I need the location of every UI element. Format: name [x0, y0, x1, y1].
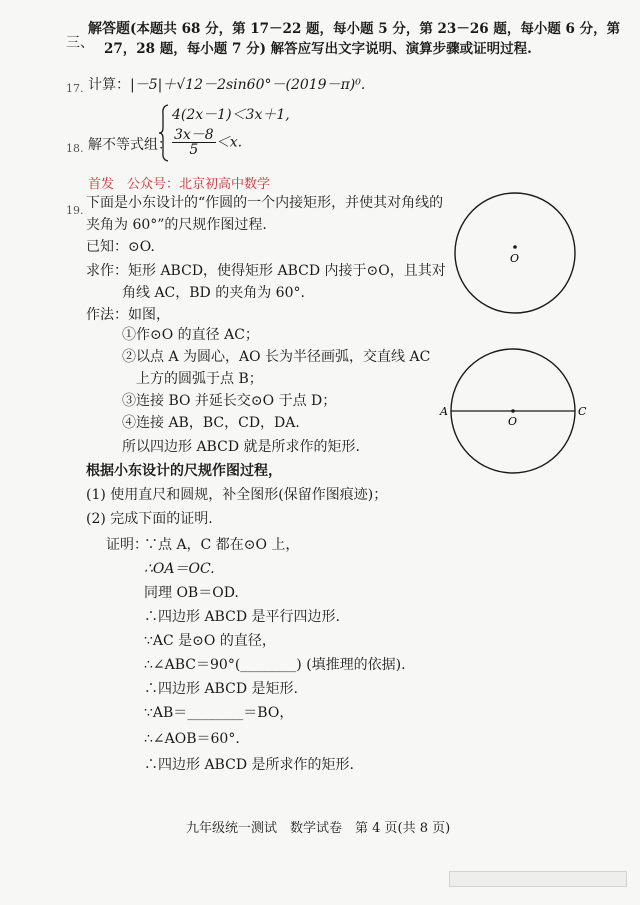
left-brace-icon	[158, 104, 170, 162]
q19-task: 根据小东设计的尺规作图过程，	[86, 463, 282, 479]
proof-line-6: ∴∠ABC＝90°(________) (填推理的依据).	[144, 657, 406, 673]
proof-line-8: ∵AB＝________＝BO，	[144, 705, 294, 721]
q17-expression: |－5|＋√12－2sin60°－(2019－π)⁰.	[130, 77, 366, 93]
q18-fraction-numerator: 3x－8	[174, 127, 214, 143]
q19-find1: 求作：矩形 ABCD，使得矩形 ABCD 内接于⊙O，且其对	[86, 263, 446, 279]
section-line2: 27，28 题，每小题 7 分) 解答应写出文字说明、演算步骤或证明过程.	[104, 41, 532, 57]
scan-artifact-bar	[449, 871, 627, 887]
proof-line-5: ∵AC 是⊙O 的直径，	[144, 633, 276, 649]
q19-part1: (1) 使用直尺和圆规，补全图形(保留作图痕迹)；	[86, 487, 388, 503]
q18-ineq2-tail: ＜x.	[215, 134, 243, 151]
proof-line-4: ∴四边形 ABCD 是平行四边形.	[144, 609, 340, 625]
point-c-label: C	[578, 405, 587, 418]
point-a-label: A	[440, 405, 448, 418]
q18-fraction	[172, 128, 216, 157]
q19-given: 已知：⊙O.	[86, 239, 155, 255]
q19-step4: ④连接 AB，BC，CD，DA.	[122, 415, 300, 431]
proof-line-2: ∴OA＝OC.	[144, 561, 215, 577]
section-number: 三、	[66, 35, 94, 51]
section-title-bold: 解答题	[88, 21, 130, 37]
proof-line-7: ∴四边形 ABCD 是矩形.	[144, 681, 298, 697]
q19-method: 作法：如图，	[86, 307, 170, 323]
watermark-text: 首发 公众号：北京初高中数学	[88, 177, 271, 192]
figure-circle-2	[438, 346, 588, 474]
q18-number: 18.	[66, 142, 84, 155]
figure-circle-1	[448, 190, 584, 318]
q17-number: 17.	[66, 82, 84, 95]
proof-label: 证明：	[106, 537, 148, 553]
q19-number: 19.	[66, 204, 84, 217]
proof-line-1: ∵点 A，C 都在⊙O 上，	[144, 537, 300, 553]
center-point-1	[513, 245, 517, 249]
q19-step2a: ②以点 A 为圆心，AO 长为半径画弧，交直线 AC	[122, 349, 431, 365]
q19-intro1: 下面是小东设计的“作圆的一个内接矩形，并使其对角线的	[86, 195, 444, 211]
q19-find2: 角线 AC，BD 的夹角为 60°.	[122, 285, 305, 301]
center-point-2	[511, 409, 515, 413]
section-title	[88, 20, 620, 38]
center-label-1: O	[510, 252, 520, 265]
q19-conclude: 所以四边形 ABCD 就是所求作的矩形.	[122, 439, 360, 455]
q18-label: 解不等式组：	[88, 137, 172, 153]
q19-step3: ③连接 BO 并延长交⊙O 于点 D；	[122, 393, 337, 409]
q17-text	[88, 76, 365, 94]
q18-fraction-denominator: 5	[189, 142, 199, 158]
proof-line-10: ∴四边形 ABCD 是所求作的矩形.	[144, 757, 354, 773]
section-line1: (本题共 68 分，第 17－22 题，每小题 5 分，第 23－26 题，每小题 6 分，第	[130, 21, 621, 37]
q19-intro2: 夹角为 60°”的尺规作图过程.	[86, 217, 267, 233]
q19-part2: (2) 完成下面的证明.	[86, 511, 213, 527]
q18-ineq2	[172, 128, 242, 157]
proof-line-3: 同理 OB＝OD.	[144, 585, 239, 601]
q18-ineq1: 4(2x－1)＜3x＋1,	[172, 107, 290, 123]
q19-step2b: 上方的圆弧于点 B；	[136, 371, 263, 387]
proof-line-9: ∴∠AOB＝60°.	[144, 731, 240, 747]
q17-label: 计算：	[88, 77, 130, 93]
page-footer: 九年级统一测试 数学试卷 第 4 页(共 8 页)	[186, 821, 451, 836]
center-label-2: O	[508, 415, 518, 428]
q19-step1: ①作⊙O 的直径 AC；	[122, 327, 259, 343]
